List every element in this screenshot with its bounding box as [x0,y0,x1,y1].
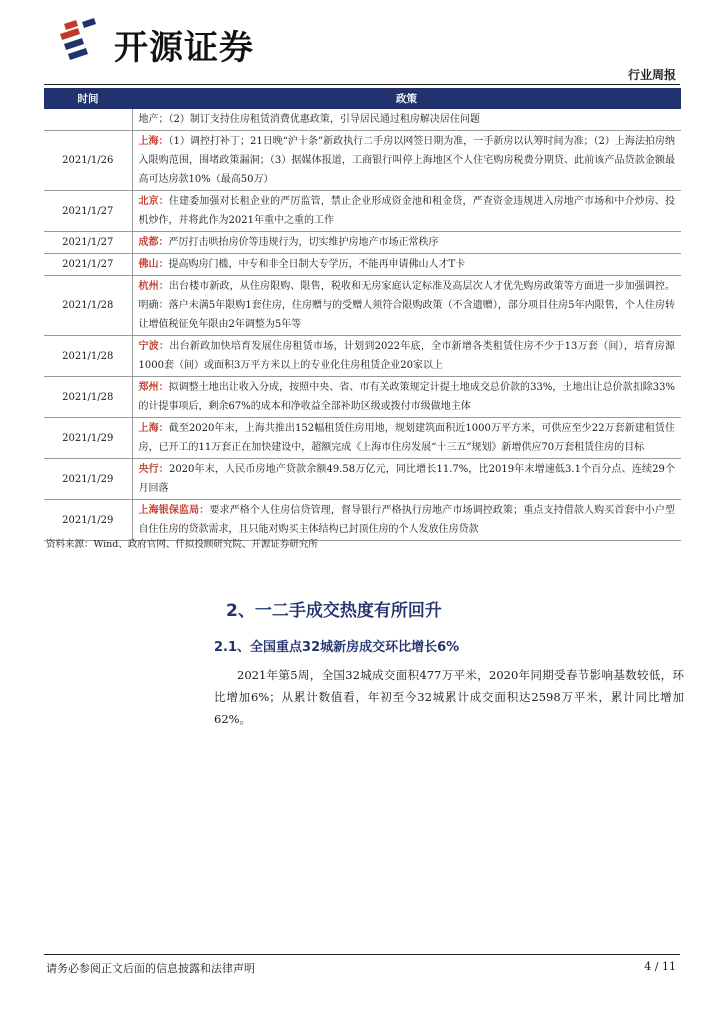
policy-cell [132,131,681,191]
body-paragraph: 2021年第5周，全国32城成交面积477万平米，2020年同期受春节影响基数较低，环比增加6%；从累计数值看，年初至今32城累计成交面积达2598万平米，累计同比增加62%。 [214,668,684,726]
policy-cell [132,336,681,377]
table-row [44,377,681,418]
policy-text: 出台楼市新政，从住房限购、限售，税收和无房家庭认定标准及高层次人才优先购房政策等方面进一步加强调控。明确：落户未满5年限购1套住房，住房赠与的受赠人须符合限购政策（不含遗赠），部分项目住房5年内限售，个人住房转让增值税征免年限由2年调整为5年等 [138,281,675,330]
city-label: 北京： [138,196,169,207]
document-type: 行业周报 [627,68,676,82]
city-label: 上海银保监局： [138,505,210,516]
table-header-row [44,88,681,109]
date-cell: 2021/1/28 [44,377,132,418]
policy-cell [132,418,681,459]
policy-text: （1）调控打补丁；21日晚“沪十条”新政执行二手房以网签日期为准，一手新房以认筹时间为准；（2）上海法拍房纳入限购范围，围堵政策漏洞；（3）据媒体报道，工商银行叫停上海地区个人住宅购房税费分期贷、此前该产品贷款金额最高可达房款10%（最高50万） [138,136,675,185]
policy-cell [132,377,681,418]
table-source-note: 资料来源：Wind、政府官网、仟拟投顾研究院、开源证券研究所 [46,539,318,550]
table-row [44,254,681,276]
table-row [44,191,681,232]
table-row [44,418,681,459]
policy-text: 提高购房门槛，中专和非全日制大专学历，不能再申请佛山人才T卡 [168,259,466,270]
table-row [44,232,681,254]
kaiyuan-logo-icon [56,18,100,64]
date-cell: 2021/1/26 [44,131,132,191]
date-cell: 2021/1/29 [44,500,132,541]
table-row [44,500,681,541]
table-row [44,336,681,377]
subsection-title: 2.1、全国重点32城新房成交环比增长6% [214,640,460,655]
date-cell: 2021/1/28 [44,276,132,336]
policy-cell [132,232,681,254]
policy-cell [132,254,681,276]
date-cell [44,109,132,131]
policy-text: 出台新政加快培育发展住房租赁市场，计划到2022年底，全市新增各类租赁住房不少于13万套（间），培育房源1000套（间）或面积3万平方米以上的专业化住房租赁企业20家以上 [138,341,675,371]
page-header [0,0,724,90]
table-row [44,459,681,500]
date-cell: 2021/1/29 [44,459,132,500]
date-cell: 2021/1/27 [44,254,132,276]
policy-text: 2020年末，人民币房地产贷款余额49.58万亿元，同比增长11.7%，比2019年末增速低3.1个百分点、连续29个月回落 [138,464,676,494]
city-label: 杭州： [138,281,169,292]
city-label: 宁波： [138,341,170,352]
policy-cell [132,459,681,500]
column-header-date: 时间 [44,88,132,109]
footer-disclaimer: 请务必参阅正文后面的信息披露和法律声明 [46,962,255,975]
policy-text: 严厉打击哄抬房价等违规行为，切实维护房地产市场正常秩序 [168,237,439,248]
policy-table [44,88,681,541]
policy-cell: 地产；（2）制订支持住房租赁消费优惠政策，引导居民通过租房解决居住问题 [132,109,681,131]
header-divider [44,84,680,85]
policy-cell [132,191,681,232]
policy-text: 要求严格个人住房信贷管理，督导银行严格执行房地产市场调控政策；重点支持借款人购买首套中小户型自住住房的贷款需求，且只能对购买主体结构已封顶住房的个人发放住房贷款 [138,505,675,535]
city-label: 上海： [138,423,169,434]
date-cell: 2021/1/27 [44,232,132,254]
city-label: 郑州： [138,382,169,393]
city-label: 央行： [138,464,169,475]
footer-divider [44,954,680,955]
table-row [44,276,681,336]
table-row [44,131,681,191]
brand-name: 开源证券 [114,28,254,68]
table-row [44,109,681,131]
page-number: 4 / 11 [644,960,676,973]
policy-text: 拟调整土地出让收入分成，按照中央、省、市有关政策规定计提土地成交总价款的33%，土地出让总价款扣除33%的计提事项后，剩余67%的成本和净收益全部补助区级或拨付市级做地主体 [138,382,676,412]
policy-text: 截至2020年末，上海共推出152幅租赁住房用地，规划建筑面积近1000万平方米，可供应至少22万套新建租赁住房，已开工的11万套正在加快建设中，超额完成《上海市住房发展“十三五”规划》新增供应70万套租赁住房的目标 [138,423,676,453]
date-cell: 2021/1/28 [44,336,132,377]
date-cell: 2021/1/29 [44,418,132,459]
policy-text: 住建委加强对长租企业的严厉监管，禁止企业形成资金池和租金贷，严查资金违规进入房地产市场和中介炒房、投机炒作，并将此作为2021年重中之重的工作 [138,196,675,226]
date-cell: 2021/1/27 [44,191,132,232]
policy-cell [132,276,681,336]
city-label: 佛山： [138,259,169,270]
section-title: 2、一二手成交热度有所回升 [226,601,442,621]
city-label: 上海： [138,136,169,147]
city-label: 成都： [138,237,169,248]
column-header-policy: 政策 [132,88,681,109]
policy-cell [132,500,681,541]
